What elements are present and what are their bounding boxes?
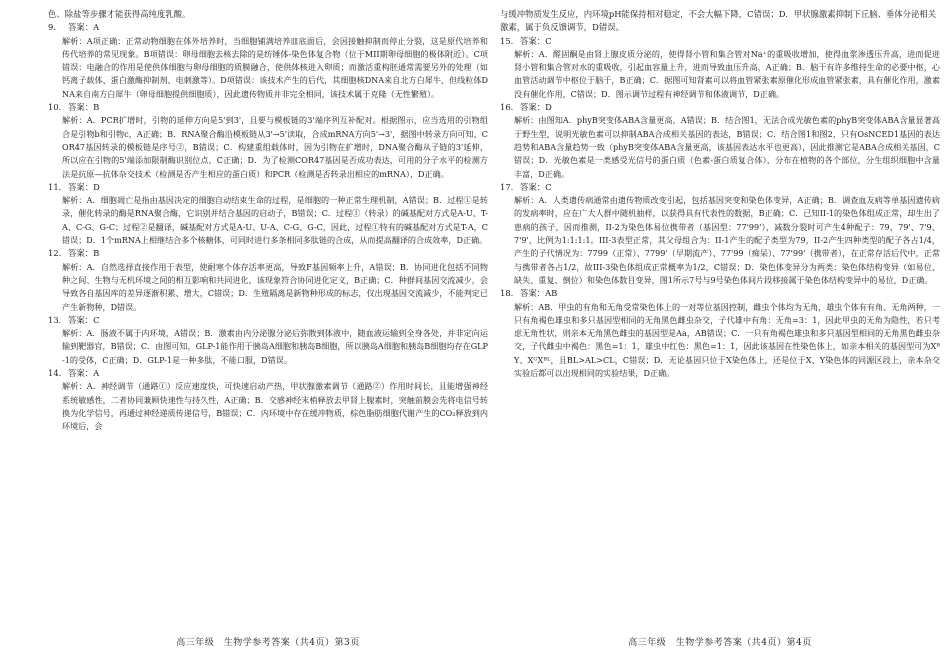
question-number: 18. (500, 288, 514, 299)
answer-item-18 (500, 287, 940, 380)
answer-item-13 (48, 314, 488, 367)
answer-line (48, 181, 488, 194)
answer-choice: 答案：D (520, 102, 552, 113)
explanation: 解析：A．PCR扩增时，引物的延伸方向是5'到3'，且要与模板链的3'端序列互补配对。根据图示，应当选用的引物组合是引物b和引物c，A正确；B．RNA聚合酶沿模板链从3'→5'读取，合成mRNA方向5'→3'，据图中转录方向可知，COR47基因转录的模板链是序号②，B错误；C．构建重组载体时，因为引物在扩增时，DNA聚合酶从子链的3'延伸，所以应在引物的5'端添加限制酶识别位点，C正确；D．为了检测COR47基因是否成功表达，可用的分子水平的检测方法是抗原—抗体杂交技术（检测是否产生相应的蛋白质）和PCR（检测是否转录出相应的mRNA），D正确。 (62, 115, 488, 179)
explanation: 解析：由图知A．phyB突变体ABA含量更高，A错误；B．结合图1，无法合成光敏色素的phyB突变体ABA含量显著高于野生型，说明光敏色素可以抑制ABA合成相关基因的表达，B错误；C．结合图1和图2，只有OsNCED1基因的表达趋势和ABA含量趋势一致（phyB突变体ABA含量更高，该基因表达水平也更高），因此推测它是ABA合成相关基因，C错误；D．光敏色素是一类感受光信号的蛋白质（色素-蛋白质复合体），分布在植物的各个部位，分生组织细胞中含量丰富，D正确。 (514, 115, 940, 179)
answer-item-17 (500, 181, 940, 287)
answer-line (48, 314, 488, 327)
continued-text: 与缓冲物质发生反应，内环境pH能保持相对稳定，不会大幅下降，C错误；D．甲状腺激素抑制下丘脑、垂体分泌相关激素，属于负反馈调节，D错误。 (500, 9, 937, 33)
page-footer: 高三年级 生物学参考答案（共4页）第4页 (628, 638, 812, 648)
answer-choice: 答案：A (68, 368, 100, 379)
explanation: 解析：A．肠液不属于内环境，A错误；B．激素由内分泌腺分泌后弥散到体液中，随血液运输到全身各处，并非定向运输到靶器官，B错误；C．由图可知，GLP-1能作用于胰岛A细胞和胰岛B细胞，所以胰岛A细胞和胰岛B细胞均存在GLP-1的受体，C正确；D．GLP-1是一种多肽，不能口服，D错误。 (62, 328, 488, 365)
answer-item-10 (48, 101, 488, 181)
question-number: 17. (500, 181, 514, 192)
page-3 (48, 0, 488, 658)
answer-line (500, 287, 940, 300)
answer-choice: 答案：AB (520, 288, 558, 299)
answer-choice: 答案：A (68, 22, 100, 33)
explanation: 解析：A．醛固酮是由肾上腺皮质分泌的，使得肾小管和集合管对Na⁺的重吸收增加，使得血浆渗透压升高，进而促进肾小管和集合管对水的重吸收，引起血容量上升，进而导致血压升高，A正确；B．脑干有许多维持生命的必要中枢，心血管活动调节中枢位于脑干，B正确；C．据图可知肾素可以将血管紧张素原催化形成血管紧张素，具有催化作用，激素没有催化作用，C错误；D．图示调节过程有神经调节和体液调节，D正确。 (514, 48, 940, 99)
question-number: 16. (500, 102, 514, 113)
answer-line (500, 35, 940, 48)
answer-line (48, 247, 488, 260)
answer-line (500, 181, 940, 194)
continued-text: 色、除盐等步骤才能获得高纯度乳酸。 (48, 9, 191, 19)
explanation: 解析：AB．甲虫的有角和无角受常染色体上的一对等位基因控制，雌虫个体均为无角，雄虫个体有有角、无角两种，一只有角褐色雄虫和多只基因型相同的无角黑色雌虫杂交，子代雄中有角：无角=3：1，因此甲虫的无角为隐性，若只考虑无角性状，则亲本无角黑色雌虫的基因型是Aa，AB错误；C．一只有角褐色雄虫和多只基因型相同的无角黑色雌虫杂交，子代雌虫中褐色：黑色=1：1，雄虫中红色：黑色=1：1，因此该基因在性染色体上，如亲本相关的基因型可为XᴮY、XᴳXᴮᴸ，且BL>AL>CL，C错误；D．无论基因只位于X染色体上，还是位于X、Y染色体的同源区段上，亲本杂交实验后都可以出现相同的实验结果，D正确。 (514, 301, 940, 379)
answer-choice: 答案：C (520, 35, 552, 46)
answer-line (500, 101, 940, 114)
page-footer: 高三年级 生物学参考答案（共4页）第3页 (176, 638, 360, 648)
question-number: 12. (48, 248, 62, 259)
answer-line (48, 21, 488, 34)
explanation: 解析：A．自然选择直接作用于表型，使耐寒个体存活率更高，导致F基因频率上升，A错误；B．协同进化包括不同物种之间、生物与无机环境之间的相互影响和共同进化，该现象符合协同进化定义，B正确；C．种群间基因交流减少，会导致各自基因库的差异逐渐积累、增大，C错误；D．生殖隔离是新物种形成的标志，仅出现基因交流减少，不能判定已产生新物种，D错误。 (62, 261, 488, 312)
question-number: 13. (48, 314, 62, 325)
answer-item-16 (500, 101, 940, 181)
answer-choice: 答案：C (68, 314, 100, 325)
answer-item-15 (500, 35, 940, 101)
answer-item-12 (48, 247, 488, 313)
answer-choice: 答案：C (520, 181, 552, 192)
page-4-content (500, 8, 940, 618)
answer-choice: 答案：D (68, 181, 100, 192)
answer-line (48, 101, 488, 114)
explanation: 解析：A．神经调节（通路①）反应速度快，可快速启动产热，甲状腺激素调节（通路②）作用时间长，且能增强神经系统敏感性，二者协同兼顾快速性与持久性，A正确；B．交感神经末梢释放去甲肾上腺素时，突触前膜会先将电信号转换为化学信号，再通过神经递质传递信号，B错误；C．内环境中存在缓冲物质，棕色脂肪细胞代谢产生的CO₂释放到内环境后，会 (62, 381, 488, 432)
answer-choice: 答案：B (68, 248, 100, 259)
question-number: 14. (48, 368, 62, 379)
page-4 (500, 0, 940, 658)
page-3-content (48, 8, 488, 618)
explanation: 解析：A项正确：正常动物细胞在体外培养时，当细胞铺满培养皿底面后，会因接触抑制而停止分裂，这是原代培养和传代培养的常见现象。B项错误：卵母细胞去核去除的是纺锤体-染色体复合物（位于MII期卵母细胞的极体附近）。C项错误：电融合的作用是使供体细胞与卵母细胞的质膜融合，使供体核进入卵质；而激活重构胚通常需要另外的处理（如钙离子载体、蛋白激酶抑制剂、电刺激等）。D项错误：该技术产生的后代，其细胞核DNA来自北方白犀牛，但线粒体DNA来自南方白犀牛（卵母细胞提供细胞质），因此遗传物质并非完全相同，该技术属于克隆（无性繁殖）。 (62, 35, 488, 99)
answer-item-11 (48, 181, 488, 247)
question-number: 15. (500, 35, 514, 46)
answer-line (48, 367, 488, 380)
question-number: 9. (48, 22, 56, 33)
answer-choice: 答案：B (68, 102, 100, 113)
answer-item-14 (48, 367, 488, 433)
question-number: 11. (48, 181, 62, 192)
question-number: 10. (48, 102, 62, 113)
answer-item-9 (48, 21, 488, 101)
explanation: 解析：A．人类遗传病通常由遗传物质改变引起，包括基因突变和染色体变异，A正确；B．调查血友病等单基因遗传病的发病率时，应在广大人群中随机抽样，以获得具有代表性的数据，B正确；C．已知II-1的染色体组成正常，却生出了患病的孩子，因而推测，II-2为染色体易位携带者（基因型：77'99'），减数分裂时可产生4种配子：79、79'、7'9、7'9'，比例为1:1:1:1。III-3表型正常，其父母组合为：II-1产生的配子类型为79，II-2产生四种类型的配子各占1/4，产生的子代情况为：7799（正常）、7799'（早期流产）、77'99（痴呆）、77'99'（携带者），在正常存活后代中，正常与携带者各占1/2，故III-3染色体组成正常概率为1/2，C错误；D．染色体变异分为两类：染色体结构变异（如易位、缺失、重复、倒位）和染色体数目变异，图1所示7号与9号染色体间片段移接属于染色体结构变异中的易位，D正确。 (514, 195, 940, 285)
explanation: 解析：A．细胞凋亡是指由基因决定的细胞自动结束生命的过程，是细胞的一种正常生理机制，A错误；B．过程①是转录，催化转录的酶是RNA聚合酶，它识别并结合基因的启动子，B错误；C．过程①（转录）的碱基配对方式是A-U、T-A、C-G、G-C；过程②是翻译，碱基配对方式是A-U、U-A、C-G、G-C，因此，过程①特有的碱基配对方式是T-A，C错误；D．1个mRNA上相继结合多个核糖体，可同时进行多条相同多肽链的合成，从而提高翻译的合成效率，D正确。 (62, 195, 488, 246)
